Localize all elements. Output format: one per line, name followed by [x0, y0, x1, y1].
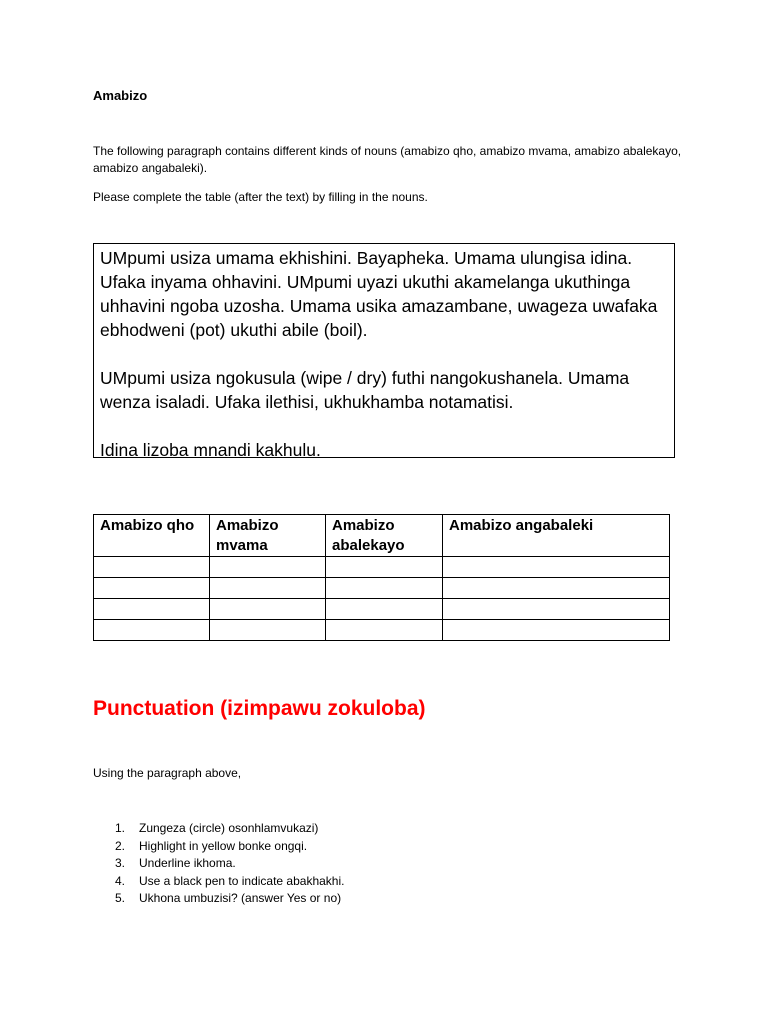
table-row: [94, 578, 670, 599]
list-item: [93, 890, 344, 908]
table-cell[interactable]: [326, 557, 443, 578]
list-item-number: 1.: [115, 821, 126, 835]
table-cell[interactable]: [94, 599, 210, 620]
reading-passage-box: [93, 243, 675, 458]
intro-paragraph: The following paragraph contains different kinds of nouns (amabizo qho, amabizo mvama, amabizo abalekayo, amabizo angabaleki).: [93, 144, 682, 175]
list-item: [93, 838, 344, 856]
passage-paragraph-2: UMpumi usiza ngokusula (wipe / dry) futhi nangokushanela. Umama wenza isaladi. Ufaka ilethisi, ukhukhamba notamatisi.: [100, 368, 630, 412]
table-cell[interactable]: [210, 599, 326, 620]
table-cell[interactable]: [326, 599, 443, 620]
passage-paragraph-3: Idina lizoba mnandi kakhulu.: [100, 440, 321, 460]
table-header-row: [94, 515, 670, 557]
list-item-text: Underline ikhoma.: [139, 856, 236, 870]
punctuation-section-title: Punctuation (izimpawu zokuloba): [93, 697, 426, 720]
table-cell[interactable]: [210, 557, 326, 578]
table-cell[interactable]: [94, 620, 210, 641]
document-heading: Amabizo: [93, 88, 148, 103]
table-cell[interactable]: [443, 557, 670, 578]
column-header-amabizo-mvama: Amabizo mvama: [210, 515, 326, 557]
column-header-amabizo-abalekayo: Amabizo abalekayo: [326, 515, 443, 557]
table-cell[interactable]: [210, 578, 326, 599]
column-header-amabizo-qho: Amabizo qho: [94, 515, 210, 557]
list-item-number: 4.: [115, 873, 126, 888]
list-item: [93, 855, 344, 873]
table-cell[interactable]: [210, 620, 326, 641]
table-cell[interactable]: [326, 578, 443, 599]
list-item: [93, 820, 344, 838]
list-item-number: 2.: [115, 838, 126, 853]
table-cell[interactable]: [443, 620, 670, 641]
table-cell[interactable]: [443, 599, 670, 620]
list-item-number: 5.: [115, 891, 126, 905]
punctuation-lead-text: Using the paragraph above,: [93, 766, 242, 780]
nouns-table: [93, 514, 670, 641]
list-item-text: Use a black pen to indicate abakhakhi.: [139, 873, 345, 888]
instruction-text: Please complete the table (after the text) by filling in the nouns.: [93, 190, 428, 204]
list-item: [93, 873, 344, 891]
list-item-number: 3.: [115, 856, 126, 870]
table-row: [94, 599, 670, 620]
list-item-text: Highlight in yellow bonke ongqi.: [139, 838, 308, 853]
punctuation-task-list: [93, 820, 344, 908]
table-cell[interactable]: [94, 557, 210, 578]
table-row: [94, 620, 670, 641]
list-item-text: Ukhona umbuzisi? (answer Yes or no): [139, 891, 342, 905]
list-item-text: Zungeza (circle) osonhlamvukazi): [139, 821, 319, 835]
column-header-amabizo-angabaleki: Amabizo angabaleki: [443, 515, 670, 557]
table-cell[interactable]: [443, 578, 670, 599]
table-cell[interactable]: [326, 620, 443, 641]
table-cell[interactable]: [94, 578, 210, 599]
table-row: [94, 557, 670, 578]
passage-paragraph-1: UMpumi usiza umama ekhishini. Bayapheka. Umama ulungisa idina. Ufaka inyama ohhavini. UMpumi uyazi ukuthi akamelanga ukuthinga uhhavini ngoba uzosha. Umama usika amazambane, uwageza uwafaka ebhodweni (pot) ukuthi abile (boil).: [100, 248, 658, 340]
